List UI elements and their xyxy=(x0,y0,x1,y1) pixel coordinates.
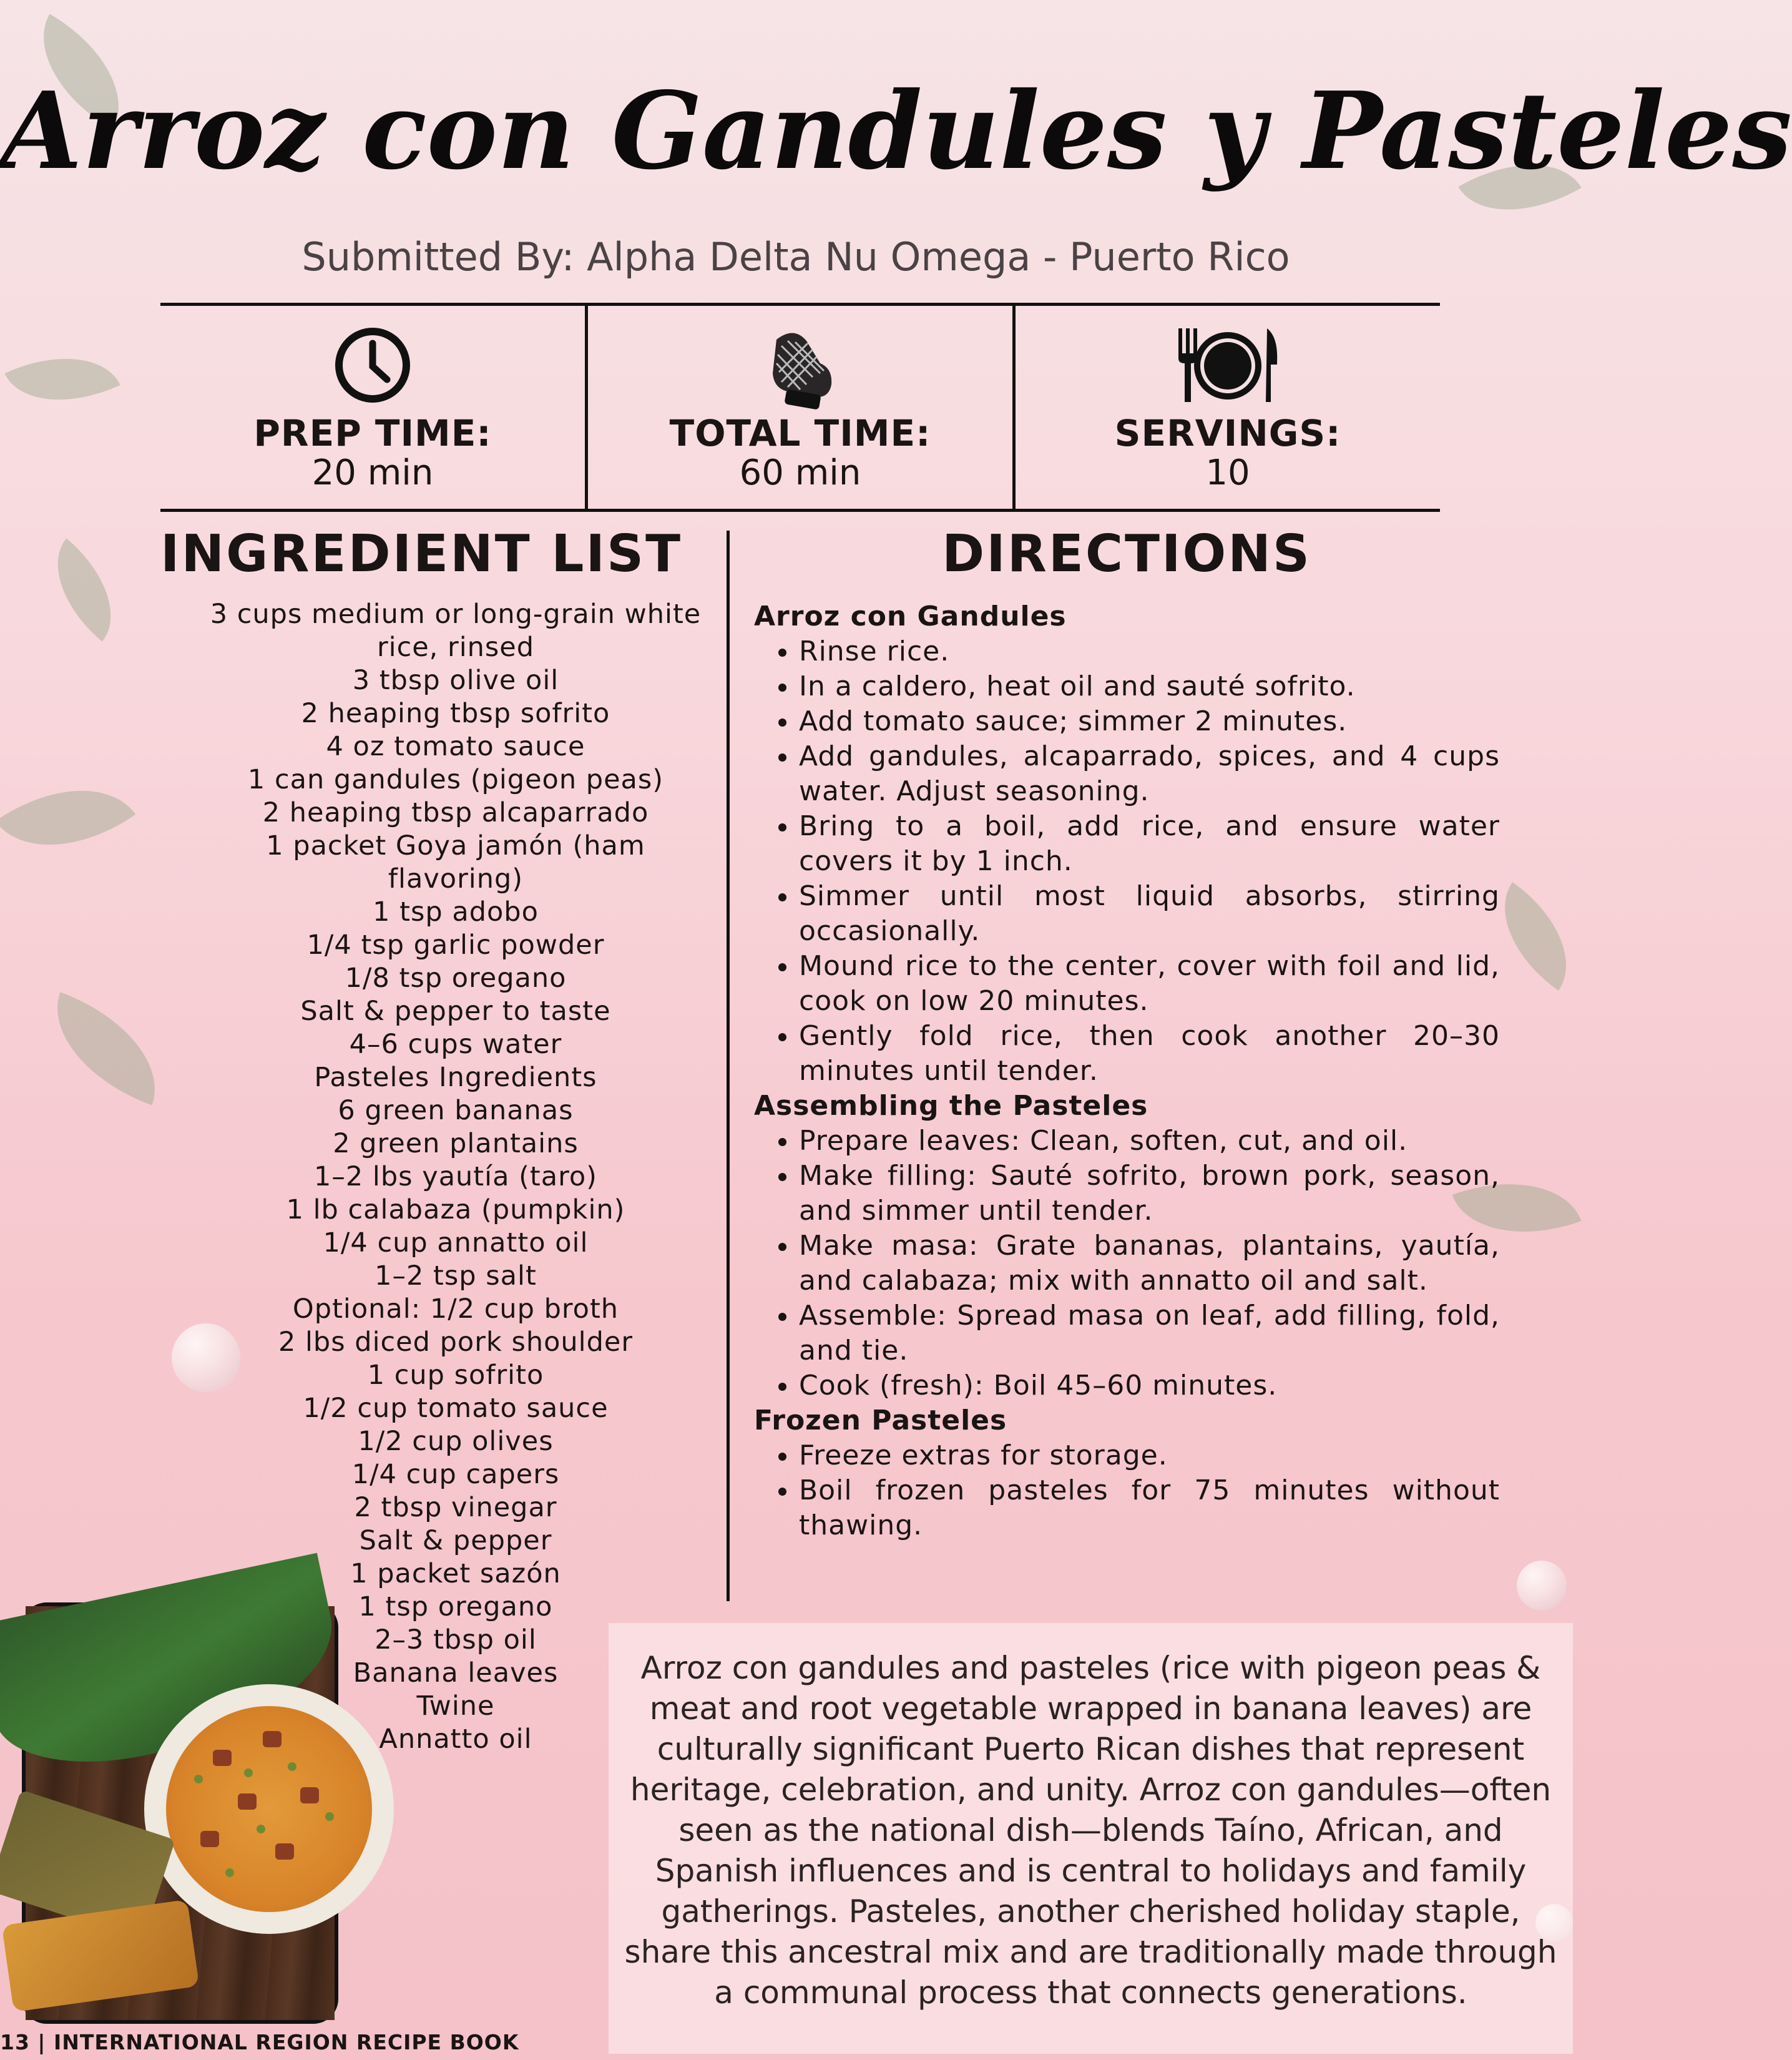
meat-piece xyxy=(263,1731,282,1747)
pea xyxy=(225,1868,234,1877)
submitted-by: Submitted By: Alpha Delta Nu Omega - Puerto Rico xyxy=(301,234,1290,280)
pea xyxy=(257,1825,265,1833)
ingredient-list-heading: INGREDIENT LIST xyxy=(160,524,683,584)
ingredient-item: 2 heaping tbsp alcaparrado xyxy=(262,797,649,828)
ingredient-item: 1–2 tsp salt xyxy=(375,1260,537,1292)
ingredient-item: 2 tbsp vinegar xyxy=(354,1492,557,1523)
oven-mitt-icon xyxy=(763,325,838,412)
direction-step: • Freeze extras for storage. xyxy=(799,1438,1500,1473)
step-list xyxy=(754,1124,1500,1403)
ingredient-item: 1/8 tsp oregano xyxy=(345,963,567,994)
pea xyxy=(244,1768,253,1777)
ingredient-item: 3 tbsp olive oil xyxy=(352,665,559,696)
direction-step: • Simmer until most liquid absorbs, stirring occasionally. xyxy=(799,879,1500,949)
leaf-decoration xyxy=(0,753,135,882)
description-text: Arroz con gandules and pasteles (rice with pigeon peas & meat and root vegetable wrapped in banana leaves) are culturally significant Puerto Rican dishes that represent heritage, celebration, and unity. Arroz con gandules—often seen as the national dish—blends Taíno, African, and Spanish influences and is central to holidays and family gatherings. Pasteles, another cherished holiday staple, share this ancestral mix and are traditionally made through a communal process that connects generations. xyxy=(624,1650,1557,2011)
ingredient-item: 1–2 lbs yautía (taro) xyxy=(314,1161,597,1192)
leaf-decoration xyxy=(31,538,139,641)
direction-step: • Make filling: Sauté sofrito, brown pork, season, and simmer until tender. xyxy=(799,1159,1500,1229)
meat-piece xyxy=(200,1831,219,1847)
stat-value: 20 min xyxy=(311,453,434,493)
step-list xyxy=(754,1438,1500,1543)
ingredient-item: 1 tsp oregano xyxy=(358,1591,553,1622)
stat-total-time xyxy=(585,306,1012,509)
directions-section-arroz xyxy=(754,599,1500,1089)
ingredient-item: 1/2 cup tomato sauce xyxy=(303,1393,609,1424)
direction-step: • Boil frozen pasteles for 75 minutes without thawing. xyxy=(799,1473,1500,1543)
pearl-decoration xyxy=(1517,1561,1567,1611)
ingredient-subheading: Pasteles Ingredients xyxy=(314,1062,597,1093)
ingredient-item: 2–3 tbsp oil xyxy=(375,1624,537,1655)
stat-servings xyxy=(1012,306,1440,509)
ingredient-item: Twine xyxy=(416,1690,495,1722)
ingredient-item: Banana leaves xyxy=(353,1657,559,1689)
ingredient-item: 1/4 cup capers xyxy=(351,1459,560,1490)
pea xyxy=(288,1762,296,1771)
direction-step: • Cook (fresh): Boil 45–60 minutes. xyxy=(799,1368,1500,1403)
direction-step: • Add tomato sauce; simmer 2 minutes. xyxy=(799,704,1500,739)
meat-piece xyxy=(213,1750,232,1766)
direction-step: • Prepare leaves: Clean, soften, cut, and oil. xyxy=(799,1124,1500,1159)
section-title: Frozen Pasteles xyxy=(754,1405,1007,1436)
direction-step: • Rinse rice. xyxy=(799,634,1500,669)
ingredient-item: 4–6 cups water xyxy=(349,1029,562,1060)
recipe-title: Arroz con Gandules y Pasteles xyxy=(0,69,1792,194)
stat-label: TOTAL TIME: xyxy=(669,412,931,454)
ingredient-item: 1 lb calabaza (pumpkin) xyxy=(286,1194,625,1225)
recipe-stats xyxy=(160,303,1440,512)
ingredient-item: Optional: 1/2 cup broth xyxy=(292,1293,619,1325)
ingredient-item: Salt & pepper xyxy=(359,1525,552,1556)
stat-label: PREP TIME: xyxy=(253,412,492,454)
direction-step: • Mound rice to the center, cover with foil and lid, cook on low 20 minutes. xyxy=(799,949,1500,1019)
directions-list xyxy=(754,599,1500,1543)
section-title: Arroz con Gandules xyxy=(754,601,1067,632)
direction-step: • Bring to a boil, add rice, and ensure water covers it by 1 inch. xyxy=(799,809,1500,879)
plate-fork-knife-icon xyxy=(1175,325,1281,406)
ingredient-item: 1 can gandules (pigeon peas) xyxy=(247,764,664,795)
ingredient-item: 2 lbs diced pork shoulder xyxy=(278,1327,634,1358)
direction-step: • Gently fold rice, then cook another 20–30 minutes until tender. xyxy=(799,1019,1500,1089)
direction-step: • Make masa: Grate bananas, plantains, yautía, and calabaza; mix with annatto oil and salt. xyxy=(799,1229,1500,1298)
ingredient-item: 1 cup sofrito xyxy=(367,1360,544,1391)
ingredient-item: 2 heaping tbsp sofrito xyxy=(301,698,610,729)
dish-photo xyxy=(22,1602,338,2024)
stat-label: SERVINGS: xyxy=(1114,412,1341,454)
stat-value: 10 xyxy=(1205,453,1250,493)
ingredient-item: 1/4 tsp garlic powder xyxy=(306,929,605,961)
meat-piece xyxy=(275,1843,294,1860)
directions-section-frozen xyxy=(754,1403,1500,1543)
stat-prep-time xyxy=(160,306,585,509)
direction-step: • Add gandules, alcaparrado, spices, and 4 cups water. Adjust seasoning. xyxy=(799,739,1500,809)
ingredient-item: 1 tsp adobo xyxy=(373,896,539,928)
ingredient-item: 1 packet Goya jamón (ham flavoring) xyxy=(266,830,645,895)
ingredient-item: 6 green bananas xyxy=(338,1095,574,1126)
meat-piece xyxy=(238,1793,257,1810)
ingredient-item: Annatto oil xyxy=(379,1724,532,1755)
directions-section-pasteles xyxy=(754,1089,1500,1403)
leaf-decoration xyxy=(4,331,120,428)
description-box xyxy=(609,1623,1573,2054)
ingredient-item: 1/4 cup annatto oil xyxy=(323,1227,589,1258)
meat-piece xyxy=(300,1787,319,1803)
ingredient-item: 4 oz tomato sauce xyxy=(326,731,585,762)
ingredient-item: 1 packet sazón xyxy=(350,1558,561,1589)
ingredient-item: 3 cups medium or long-grain white rice, rinsed xyxy=(210,599,702,663)
leaf-decoration xyxy=(35,992,178,1105)
direction-step: • Assemble: Spread masa on leaf, add filling, fold, and tie. xyxy=(799,1298,1500,1368)
ingredient-item: 1/2 cup olives xyxy=(358,1426,554,1457)
column-divider xyxy=(727,531,730,1601)
section-title: Assembling the Pasteles xyxy=(754,1090,1148,1122)
page-footer: 13 | INTERNATIONAL REGION RECIPE BOOK xyxy=(0,2030,519,2054)
stat-value: 60 min xyxy=(739,453,861,493)
pea xyxy=(194,1775,203,1783)
ingredient-item: Salt & pepper to taste xyxy=(300,996,611,1027)
ingredient-item: 2 green plantains xyxy=(333,1128,579,1159)
direction-step: • In a caldero, heat oil and sauté sofrito. xyxy=(799,669,1500,704)
pea xyxy=(325,1812,334,1821)
clock-icon xyxy=(332,325,413,406)
step-list xyxy=(754,634,1500,1089)
directions-heading: DIRECTIONS xyxy=(942,524,1311,584)
